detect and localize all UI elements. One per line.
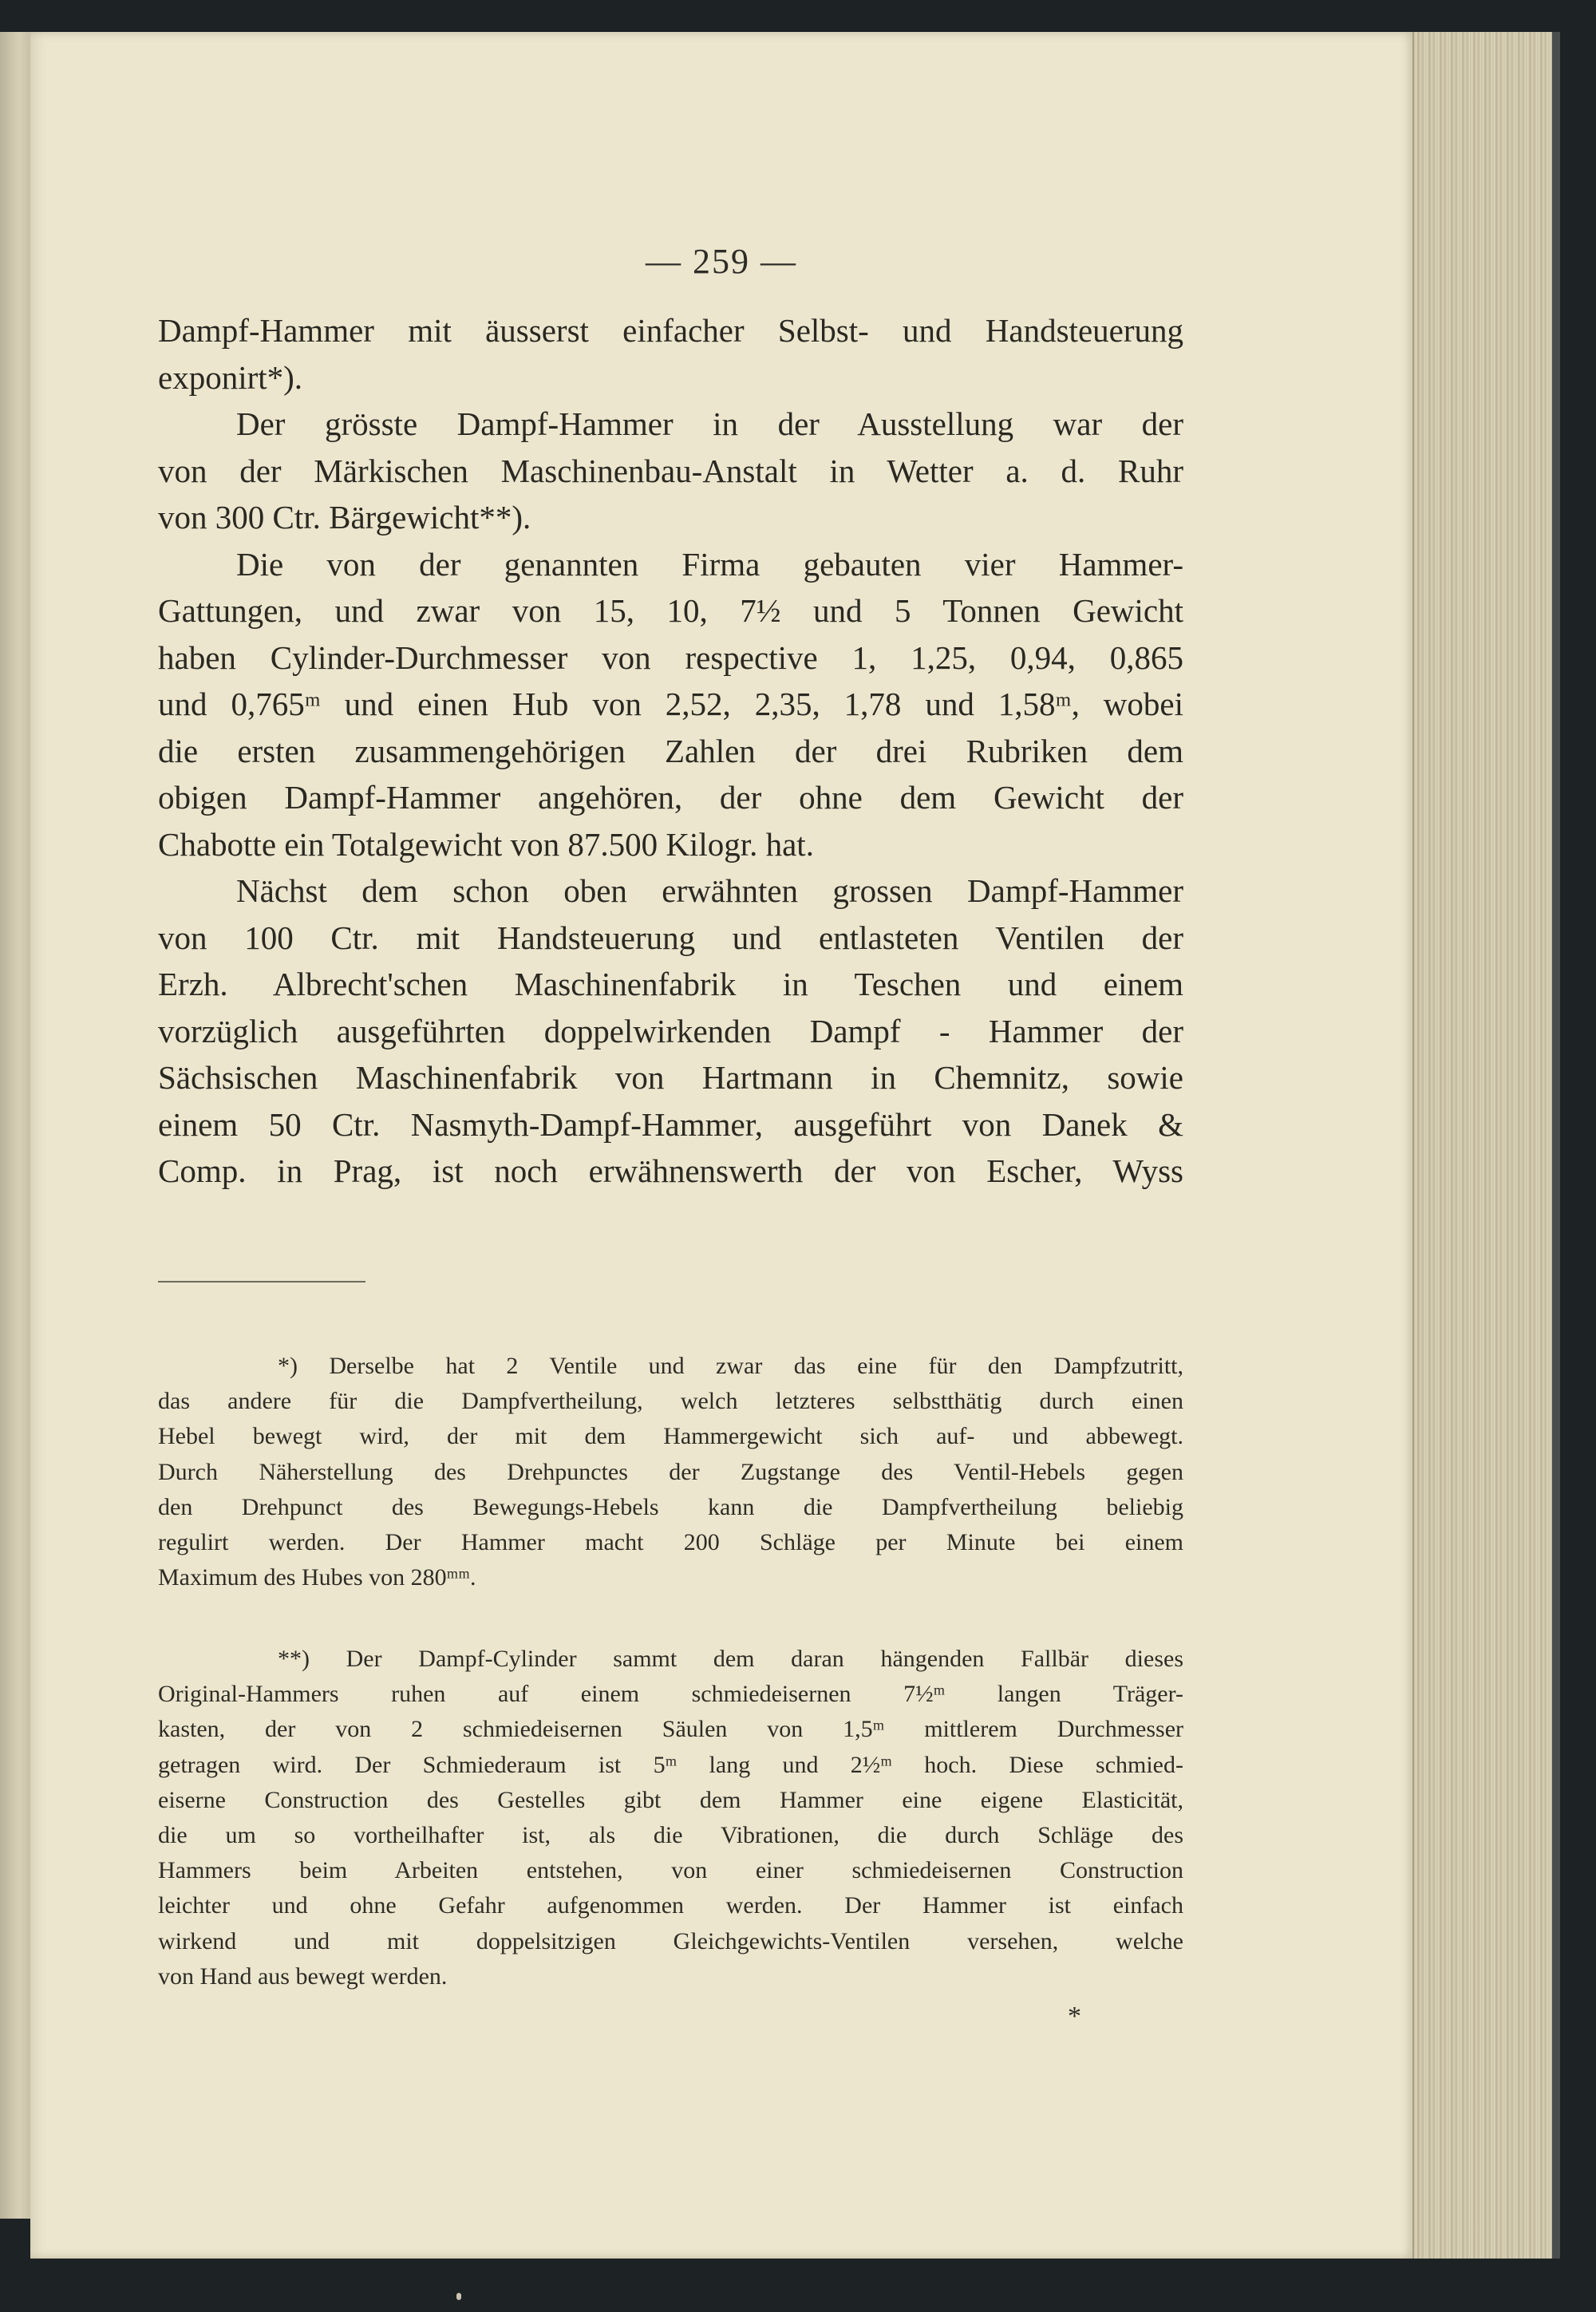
text-line: Comp. in Prag, ist noch erwähnenswerth der von Escher, Wyss xyxy=(158,1152,1183,1189)
text-line: Nächst dem schon oben erwähnten grossen Dampf-Hammer xyxy=(236,872,1183,909)
paragraph-1 xyxy=(158,307,1183,401)
signature-mark: * xyxy=(1068,2002,1081,2031)
text-line: Chabotte ein Totalgewicht von 87.500 Kilogr. hat. xyxy=(158,825,814,863)
paragraph-4 xyxy=(158,867,1183,1195)
footnote-line: die um so vortheilhafter ist, als die Vibrationen, die durch Schläge des xyxy=(158,1822,1183,1849)
footnote-line: Original-Hammers ruhen auf einem schmiedeisernen 7½ᵐ langen Träger- xyxy=(158,1681,1183,1708)
footnote-line: regulirt werden. Der Hammer macht 200 Schläge per Minute bei einem xyxy=(158,1529,1183,1556)
text-line: von 100 Ctr. mit Handsteuerung und entlasteten Ventilen der xyxy=(158,919,1183,956)
text-line: Der grösste Dampf-Hammer in der Ausstellung war der xyxy=(236,405,1183,442)
footnote-line: leichter und ohne Gefahr aufgenommen werden. Der Hammer ist einfach xyxy=(158,1892,1183,1919)
footnote-line: getragen wird. Der Schmiederaum ist 5ᵐ lang und 2½ᵐ hoch. Diese schmied- xyxy=(158,1751,1183,1778)
footnote-2 xyxy=(158,1642,1183,1994)
footnote-line: das andere für die Dampfvertheilung, welch letzteres selbstthätig durch einen xyxy=(158,1388,1183,1415)
text-line: exponirt*). xyxy=(158,358,303,396)
footnote-line: Hebel bewegt wird, der mit dem Hammergewicht sich auf- und abbewegt. xyxy=(158,1423,1183,1450)
footnote-line: den Drehpunct des Bewegungs-Hebels kann die Dampfvertheilung beliebig xyxy=(158,1493,1183,1520)
footnote-1 xyxy=(158,1349,1183,1595)
text-line: Sächsischen Maschinenfabrik von Hartmann in Chemnitz, sowie xyxy=(158,1059,1183,1096)
text-line: von der Märkischen Maschinenbau-Anstalt in Wetter a. d. Ruhr xyxy=(158,452,1183,489)
text-line: die ersten zusammengehörigen Zahlen der drei Rubriken dem xyxy=(158,732,1183,769)
footnote-line: Durch Näherstellung des Drehpunctes der Zugstange des Ventil-Hebels gegen xyxy=(158,1458,1183,1485)
footnote-line: Maximum des Hubes von 280ᵐᵐ. xyxy=(158,1564,476,1591)
text-line: Dampf-Hammer mit äusserst einfacher Selbst- und Handsteuerung xyxy=(158,312,1183,349)
text-line: Gattungen, und zwar von 15, 10, 7½ und 5 Tonnen Gewicht xyxy=(158,592,1183,629)
main-text xyxy=(158,307,1183,1195)
footnote-line: Hammers beim Arbeiten entstehen, von einer schmiedeisernen Construction xyxy=(158,1857,1183,1884)
footnote-line: wirkend und mit doppelsitzigen Gleichgewichts-Ventilen versehen, welche xyxy=(158,1927,1183,1954)
paragraph-3 xyxy=(158,541,1183,868)
text-line: obigen Dampf-Hammer angehören, der ohne dem Gewicht der xyxy=(158,779,1183,816)
paragraph-2 xyxy=(158,401,1183,541)
footnote-divider xyxy=(158,1281,365,1282)
footnote-line: **) Der Dampf-Cylinder sammt dem daran hängenden Fallbär dieses xyxy=(278,1646,1183,1672)
book-page-edges xyxy=(1412,32,1554,2259)
footnote-line: *) Derselbe hat 2 Ventile und zwar das eine für den Dampfzutritt, xyxy=(278,1353,1183,1379)
text-line: Erzh. Albrecht'schen Maschinenfabrik in Teschen und einem xyxy=(158,966,1183,1002)
text-line: vorzüglich ausgeführten doppelwirkenden Dampf - Hammer der xyxy=(158,1012,1183,1049)
dust-speck xyxy=(456,2293,461,2300)
text-line: und 0,765ᵐ und einen Hub von 2,52, 2,35, 1,78 und 1,58ᵐ, wobei xyxy=(158,686,1183,722)
book-page xyxy=(30,32,1412,2259)
text-line: einem 50 Ctr. Nasmyth-Dampf-Hammer, ausgeführt von Danek & xyxy=(158,1105,1183,1143)
text-line: haben Cylinder-Durchmesser von respective 1, 1,25, 0,94, 0,865 xyxy=(158,638,1183,676)
page-number: — 259 — xyxy=(646,242,797,281)
footnote-line: von Hand aus bewegt werden. xyxy=(158,1962,448,1990)
footnote-line: eiserne Construction des Gestelles gibt dem Hammer eine eigene Elasticität, xyxy=(158,1786,1183,1813)
text-line: Die von der genannten Firma gebauten vier Hammer- xyxy=(236,545,1183,583)
left-page-edge xyxy=(0,32,32,2219)
text-line: von 300 Ctr. Bärgewicht**). xyxy=(158,499,531,536)
footnote-line: kasten, der von 2 schmiedeisernen Säulen von 1,5ᵐ mittlerem Durchmesser xyxy=(158,1716,1183,1743)
